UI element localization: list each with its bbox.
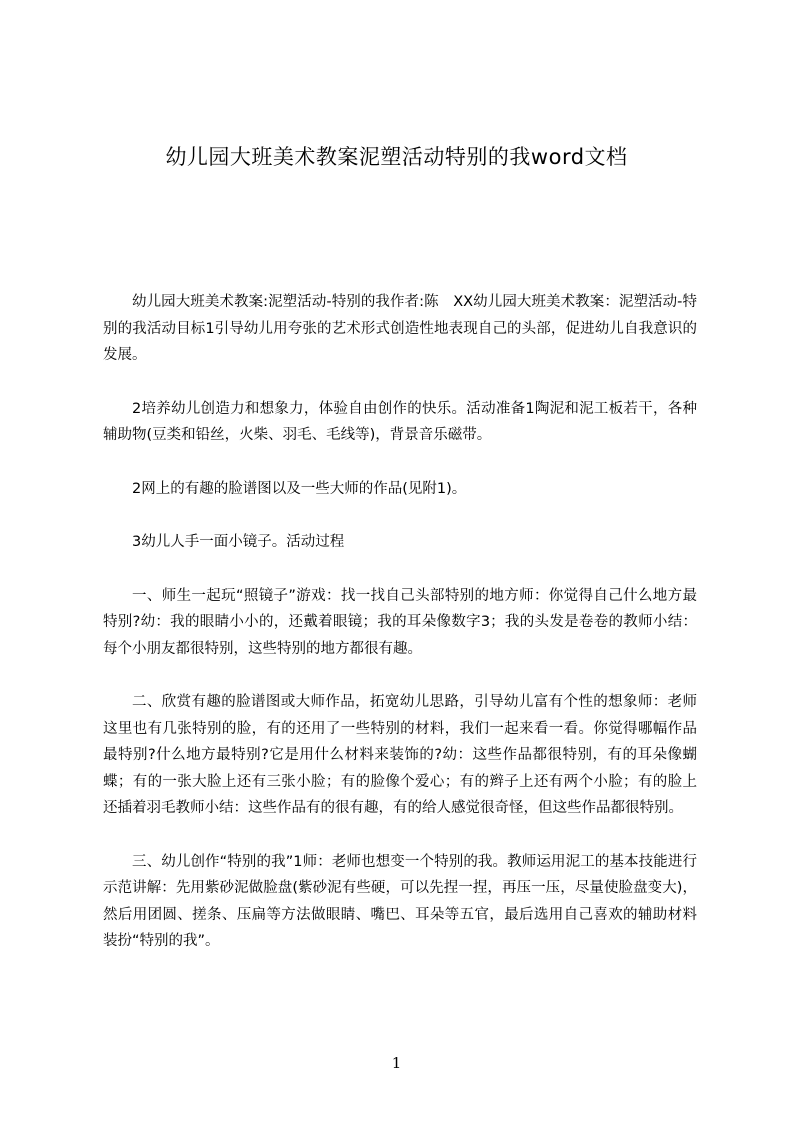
paragraph-step-3: 三、幼儿创作“特别的我”1师：老师也想变一个特别的我。教师运用泥工的基本技能进行示范讲解：先用紫砂泥做脸盘(紫砂泥有些硬，可以先捏一捏，再压一压，尽量使脸盘变大)，然后用团圆、搓条、压扁等方法做眼睛、嘴巴、耳朵等五官，最后选用自己喜欢的辅助材料装扮“特别的我”。: [103, 853, 697, 949]
paragraph-preparation-3: 3幼儿人手一面小镜子。活动过程: [132, 534, 345, 550]
paragraph-goal-2-preparation: 2培养幼儿创造力和想象力，体验自由创作的快乐。活动准备1陶泥和泥工板若干，各种辅助物(豆类和铅丝，火柴、羽毛、毛线等)，背景音乐磁带。: [103, 400, 697, 443]
paragraph-step-1: 一、师生一起玩“照镜子”游戏：找一找自己头部特别的地方师：你觉得自己什么地方最特别?幼：我的眼睛小小的，还戴着眼镜；我的耳朵像数字3；我的头发是卷卷的教师小结：每个小朋友都很特别，这些特别的地方都很有趣。: [103, 587, 697, 657]
paragraph-step-2: 二、欣赏有趣的脸谱图或大师作品，拓宽幼儿思路，引导幼儿富有个性的想象师：老师这里也有几张特别的脸，有的还用了一些特别的材料，我们一起来看一看。你觉得哪幅作品最特别?什么地方最特别?它是用什么材料来装饰的?幼：这些作品都很特别，有的耳朵像蝴蝶；有的一张大脸上还有三张小脸；有的脸像个爱心；有的辫子上还有两个小脸；有的脸上还插着羽毛教师小结：这些作品有的很有趣，有的给人感觉很奇怪，但这些作品都很特别。: [103, 694, 697, 816]
paragraph-preparation-2: 2网上的有趣的脸谱图以及一些大师的作品(见附1)。: [132, 480, 467, 497]
document-title: 幼儿园大班美术教案泥塑活动特别的我word文档: [165, 145, 628, 169]
document-body: [103, 289, 697, 982]
page-number: 1: [391, 1054, 402, 1072]
paragraph-intro: 幼儿园大班美术教案:泥塑活动-特别的我作者:陈 XX幼儿园大班美术教案：泥塑活动-特别的我活动目标1引导幼儿用夸张的艺术形式创造性地表现自己的头部，促进幼儿自我意识的发展。: [103, 294, 697, 363]
